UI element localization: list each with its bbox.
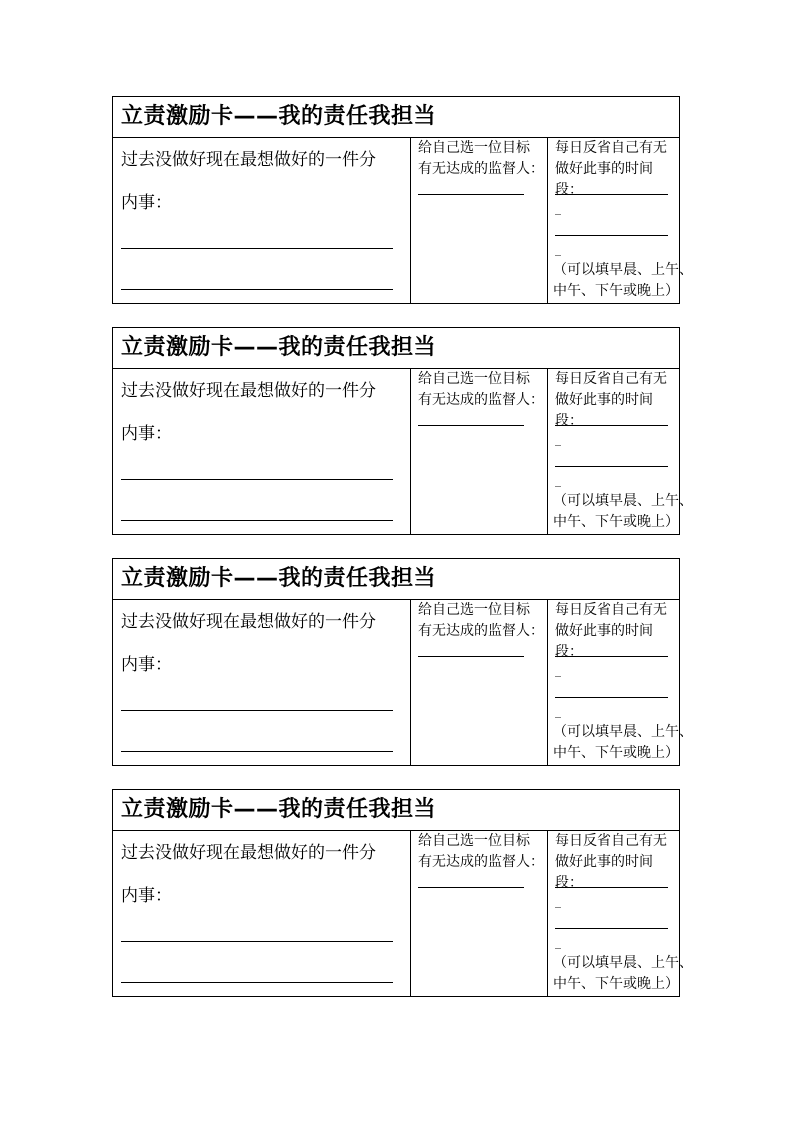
reflection-section <box>547 369 693 534</box>
time-note <box>553 260 693 302</box>
line-mark: _ <box>555 242 561 256</box>
card-title: 立责激励卡——我的责任我担当 <box>113 97 679 138</box>
responsibility-card <box>112 558 693 766</box>
supervisor-prompt <box>418 138 545 180</box>
responsibility-card <box>112 789 693 997</box>
responsibility-card <box>112 96 693 304</box>
supervisor-prompt-line: 有无达成的监督人： <box>418 161 544 177</box>
supervisor-section <box>410 831 547 996</box>
reflection-prompt <box>555 369 677 432</box>
goal-write-line[interactable] <box>121 289 393 290</box>
time-write-line[interactable] <box>555 887 668 888</box>
time-write-line[interactable] <box>555 697 668 698</box>
time-note <box>553 953 693 995</box>
card-title: 立责激励卡——我的责任我担当 <box>113 559 679 600</box>
time-note-line: （可以填早晨、上午、 <box>553 493 693 509</box>
supervisor-prompt-line: 有无达成的监督人： <box>418 392 544 408</box>
goal-section <box>113 600 410 765</box>
responsibility-card <box>112 327 693 535</box>
goal-prompt: 过去没做好现在最想做好的一件分 <box>121 843 376 863</box>
supervisor-prompt <box>418 369 545 411</box>
time-write-line[interactable] <box>555 656 668 657</box>
goal-write-line[interactable] <box>121 710 393 711</box>
reflection-prompt-line: 每日反省自己有无 <box>555 140 667 156</box>
reflection-section <box>547 831 693 996</box>
time-note-line: 中午、下午或晚上） <box>553 745 679 761</box>
reflection-prompt-line: 做好此事的时间段： <box>555 161 653 198</box>
goal-write-line[interactable] <box>121 751 393 752</box>
supervisor-write-line[interactable] <box>418 887 524 888</box>
reflection-prompt <box>555 138 677 201</box>
time-note <box>553 491 693 533</box>
goal-section <box>113 138 410 303</box>
supervisor-section <box>410 369 547 534</box>
time-note-line: （可以填早晨、上午、 <box>553 724 693 740</box>
goal-prompt: 过去没做好现在最想做好的一件分 <box>121 612 376 632</box>
reflection-section <box>547 138 693 303</box>
reflection-prompt <box>555 831 677 894</box>
reflection-section <box>547 600 693 765</box>
goal-section <box>113 369 410 534</box>
goal-prompt-end: 内事： <box>121 193 172 213</box>
time-note-line: 中午、下午或晚上） <box>553 283 679 299</box>
time-note-line: 中午、下午或晚上） <box>553 976 679 992</box>
goal-write-line[interactable] <box>121 982 393 983</box>
line-mark: _ <box>555 201 561 215</box>
goal-write-line[interactable] <box>121 479 393 480</box>
card-title: 立责激励卡——我的责任我担当 <box>113 790 679 831</box>
supervisor-section <box>410 138 547 303</box>
goal-prompt: 过去没做好现在最想做好的一件分 <box>121 150 376 170</box>
time-write-line[interactable] <box>555 235 668 236</box>
reflection-prompt-line: 做好此事的时间段： <box>555 854 653 891</box>
supervisor-prompt-line: 有无达成的监督人： <box>418 854 544 870</box>
reflection-prompt-line: 每日反省自己有无 <box>555 833 667 849</box>
supervisor-section <box>410 600 547 765</box>
reflection-prompt-line: 每日反省自己有无 <box>555 602 667 618</box>
goal-prompt: 过去没做好现在最想做好的一件分 <box>121 381 376 401</box>
goal-section <box>113 831 410 996</box>
reflection-prompt-line: 每日反省自己有无 <box>555 371 667 387</box>
line-mark: _ <box>555 704 561 718</box>
time-note-line: 中午、下午或晚上） <box>553 514 679 530</box>
supervisor-prompt-line: 给自己选一位目标 <box>418 140 530 156</box>
line-mark: _ <box>555 432 561 446</box>
supervisor-prompt-line: 给自己选一位目标 <box>418 833 530 849</box>
line-mark: _ <box>555 663 561 677</box>
goal-write-line[interactable] <box>121 520 393 521</box>
reflection-prompt-line: 做好此事的时间段： <box>555 392 653 429</box>
time-write-line[interactable] <box>555 194 668 195</box>
line-mark: _ <box>555 473 561 487</box>
goal-write-line[interactable] <box>121 248 393 249</box>
supervisor-prompt <box>418 600 545 642</box>
reflection-prompt <box>555 600 677 663</box>
supervisor-write-line[interactable] <box>418 425 524 426</box>
goal-prompt-end: 内事： <box>121 655 172 675</box>
supervisor-prompt <box>418 831 545 873</box>
time-write-line[interactable] <box>555 928 668 929</box>
line-mark: _ <box>555 894 561 908</box>
goal-write-line[interactable] <box>121 941 393 942</box>
time-write-line[interactable] <box>555 425 668 426</box>
supervisor-prompt-line: 给自己选一位目标 <box>418 371 530 387</box>
supervisor-write-line[interactable] <box>418 656 524 657</box>
time-note-line: （可以填早晨、上午、 <box>553 955 693 971</box>
reflection-prompt-line: 做好此事的时间段： <box>555 623 653 660</box>
card-title: 立责激励卡——我的责任我担当 <box>113 328 679 369</box>
supervisor-prompt-line: 给自己选一位目标 <box>418 602 530 618</box>
time-note-line: （可以填早晨、上午、 <box>553 262 693 278</box>
goal-prompt-end: 内事： <box>121 886 172 906</box>
supervisor-prompt-line: 有无达成的监督人： <box>418 623 544 639</box>
line-mark: _ <box>555 935 561 949</box>
supervisor-write-line[interactable] <box>418 194 524 195</box>
time-note <box>553 722 693 764</box>
goal-prompt-end: 内事： <box>121 424 172 444</box>
time-write-line[interactable] <box>555 466 668 467</box>
